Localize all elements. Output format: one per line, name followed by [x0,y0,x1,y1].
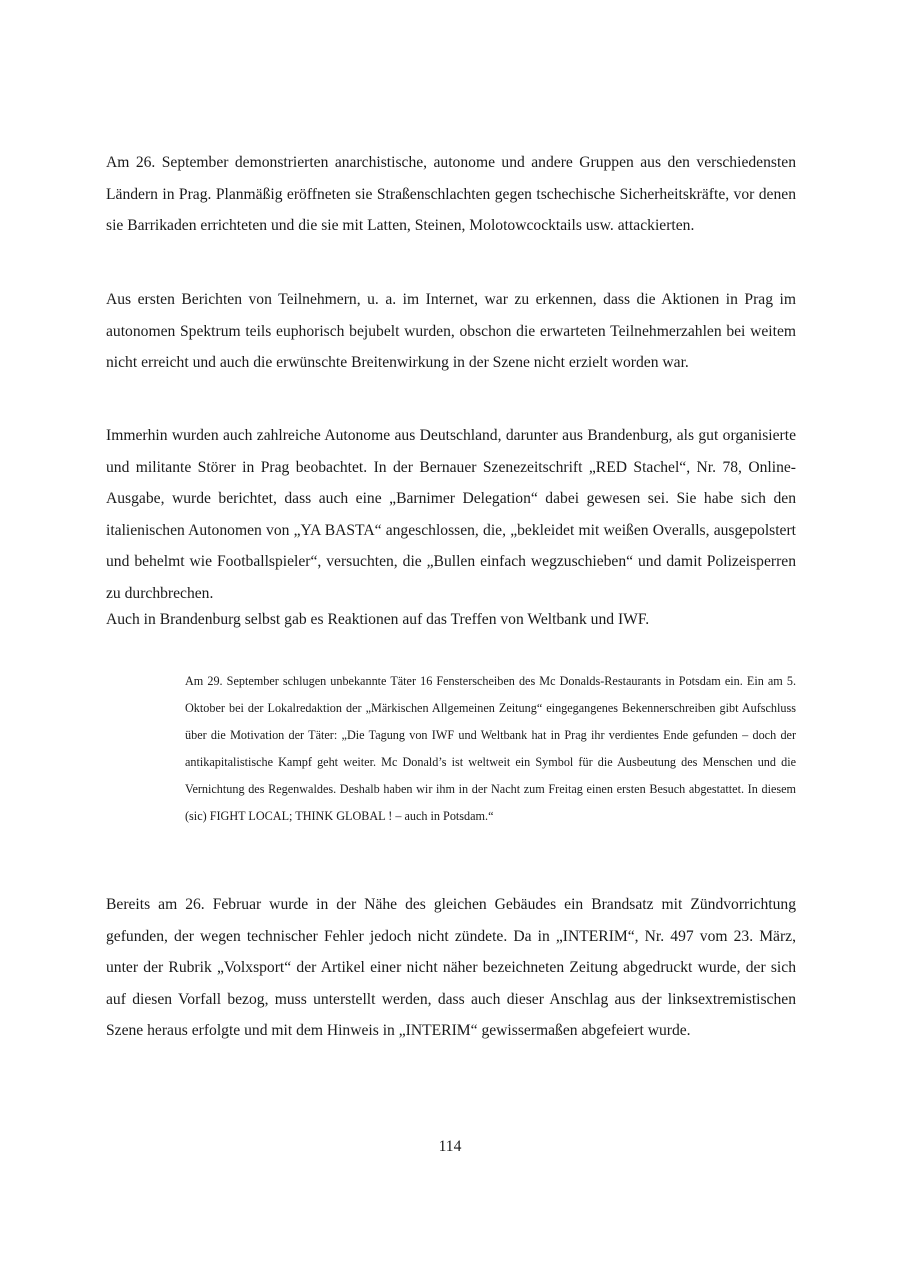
paragraph-brandenburg-reactions: Auch in Brandenburg selbst gab es Reaktionen auf das Treffen von Weltbank und IWF. [106,611,650,628]
paragraph-incendiary-device: Bereits am 26. Februar wurde in der Nähe des gleichen Gebäudes ein Brandsatz mit Zündvorrichtung gefunden, der wegen technischer Fehler jedoch nicht zündete. Da in „INTERIM“, Nr. 497 vom 23. März, unter der Rubrik „Volxsport“ der Artikel einer nicht näher bezeichneten Zeitung abgedruckt wurde, der sich auf diesen Vorfall bezog, muss unterstellt werden, dass auch dieser Anschlag aus der linksextremistischen Szene heraus erfolgte und mit dem Hinweis in „INTERIM“ gewissermaßen abgefeiert wurde. [106,896,796,1039]
paragraph-prague-demonstration: Am 26. September demonstrierten anarchistische, autonome und andere Gruppen aus den verschiedensten Ländern in Prag. Planmäßig eröffneten sie Straßenschlachten gegen tschechische Sicherheitskräfte, vor denen sie Barrikaden errichteten und die sie mit Latten, Steinen, Molotowcocktails usw. attackierten. [106,154,796,234]
block-quote-potsdam-incident: Am 29. September schlugen unbekannte Täter 16 Fensterscheiben des Mc Donalds-Restaurants in Potsdam ein. Ein am 5. Oktober bei der Lokalredaktion der „Märkischen Allgemeinen Zeitung“ eingegangenes Bekennerschreiben gibt Aufschluss über die Motivation der Täter: „Die Tagung von IWF und Weltbank hat in Prag ihr verdientes Ende gefunden – doch der antikapitalistische Kampf geht weiter. Mc Donald’s ist weltweit ein Symbol für die Ausbeutung des Menschen und die Vernichtung des Regenwaldes. Deshalb haben wir ihm in der Nacht zum Freitag einen ersten Besuch abgestattet. In diesem (sic) FIGHT LOCAL; THINK GLOBAL ! – auch in Potsdam.“ [185,674,796,824]
page-number: 114 [438,1138,462,1155]
paragraph-brandenburg-autonomists: Immerhin wurden auch zahlreiche Autonome aus Deutschland, darunter aus Brandenburg, als gut organisierte und militante Störer in Prag beobachtet. In der Bernauer Szenezeitschrift „RED Stachel“, Nr. 78, Online-Ausgabe, wurde berichtet, dass auch eine „Barnimer Delegation“ dabei gewesen sei. Sie habe sich den italienischen Autonomen von „YA BASTA“ angeschlossen, die, „bekleidet mit weißen Overalls, ausgepolstert und behelmt wie Footballspieler“, versuchten, die „Bullen einfach wegzuschieben“ und damit Polizeisperren zu durchbrechen. [106,427,796,602]
paragraph-participant-reports: Aus ersten Berichten von Teilnehmern, u. a. im Internet, war zu erkennen, dass die Aktionen in Prag im autonomen Spektrum teils euphorisch bejubelt wurden, obschon die erwarteten Teilnehmerzahlen bei weitem nicht erreicht und auch die erwünschte Breitenwirkung in der Szene nicht erzielt worden war. [106,291,796,371]
